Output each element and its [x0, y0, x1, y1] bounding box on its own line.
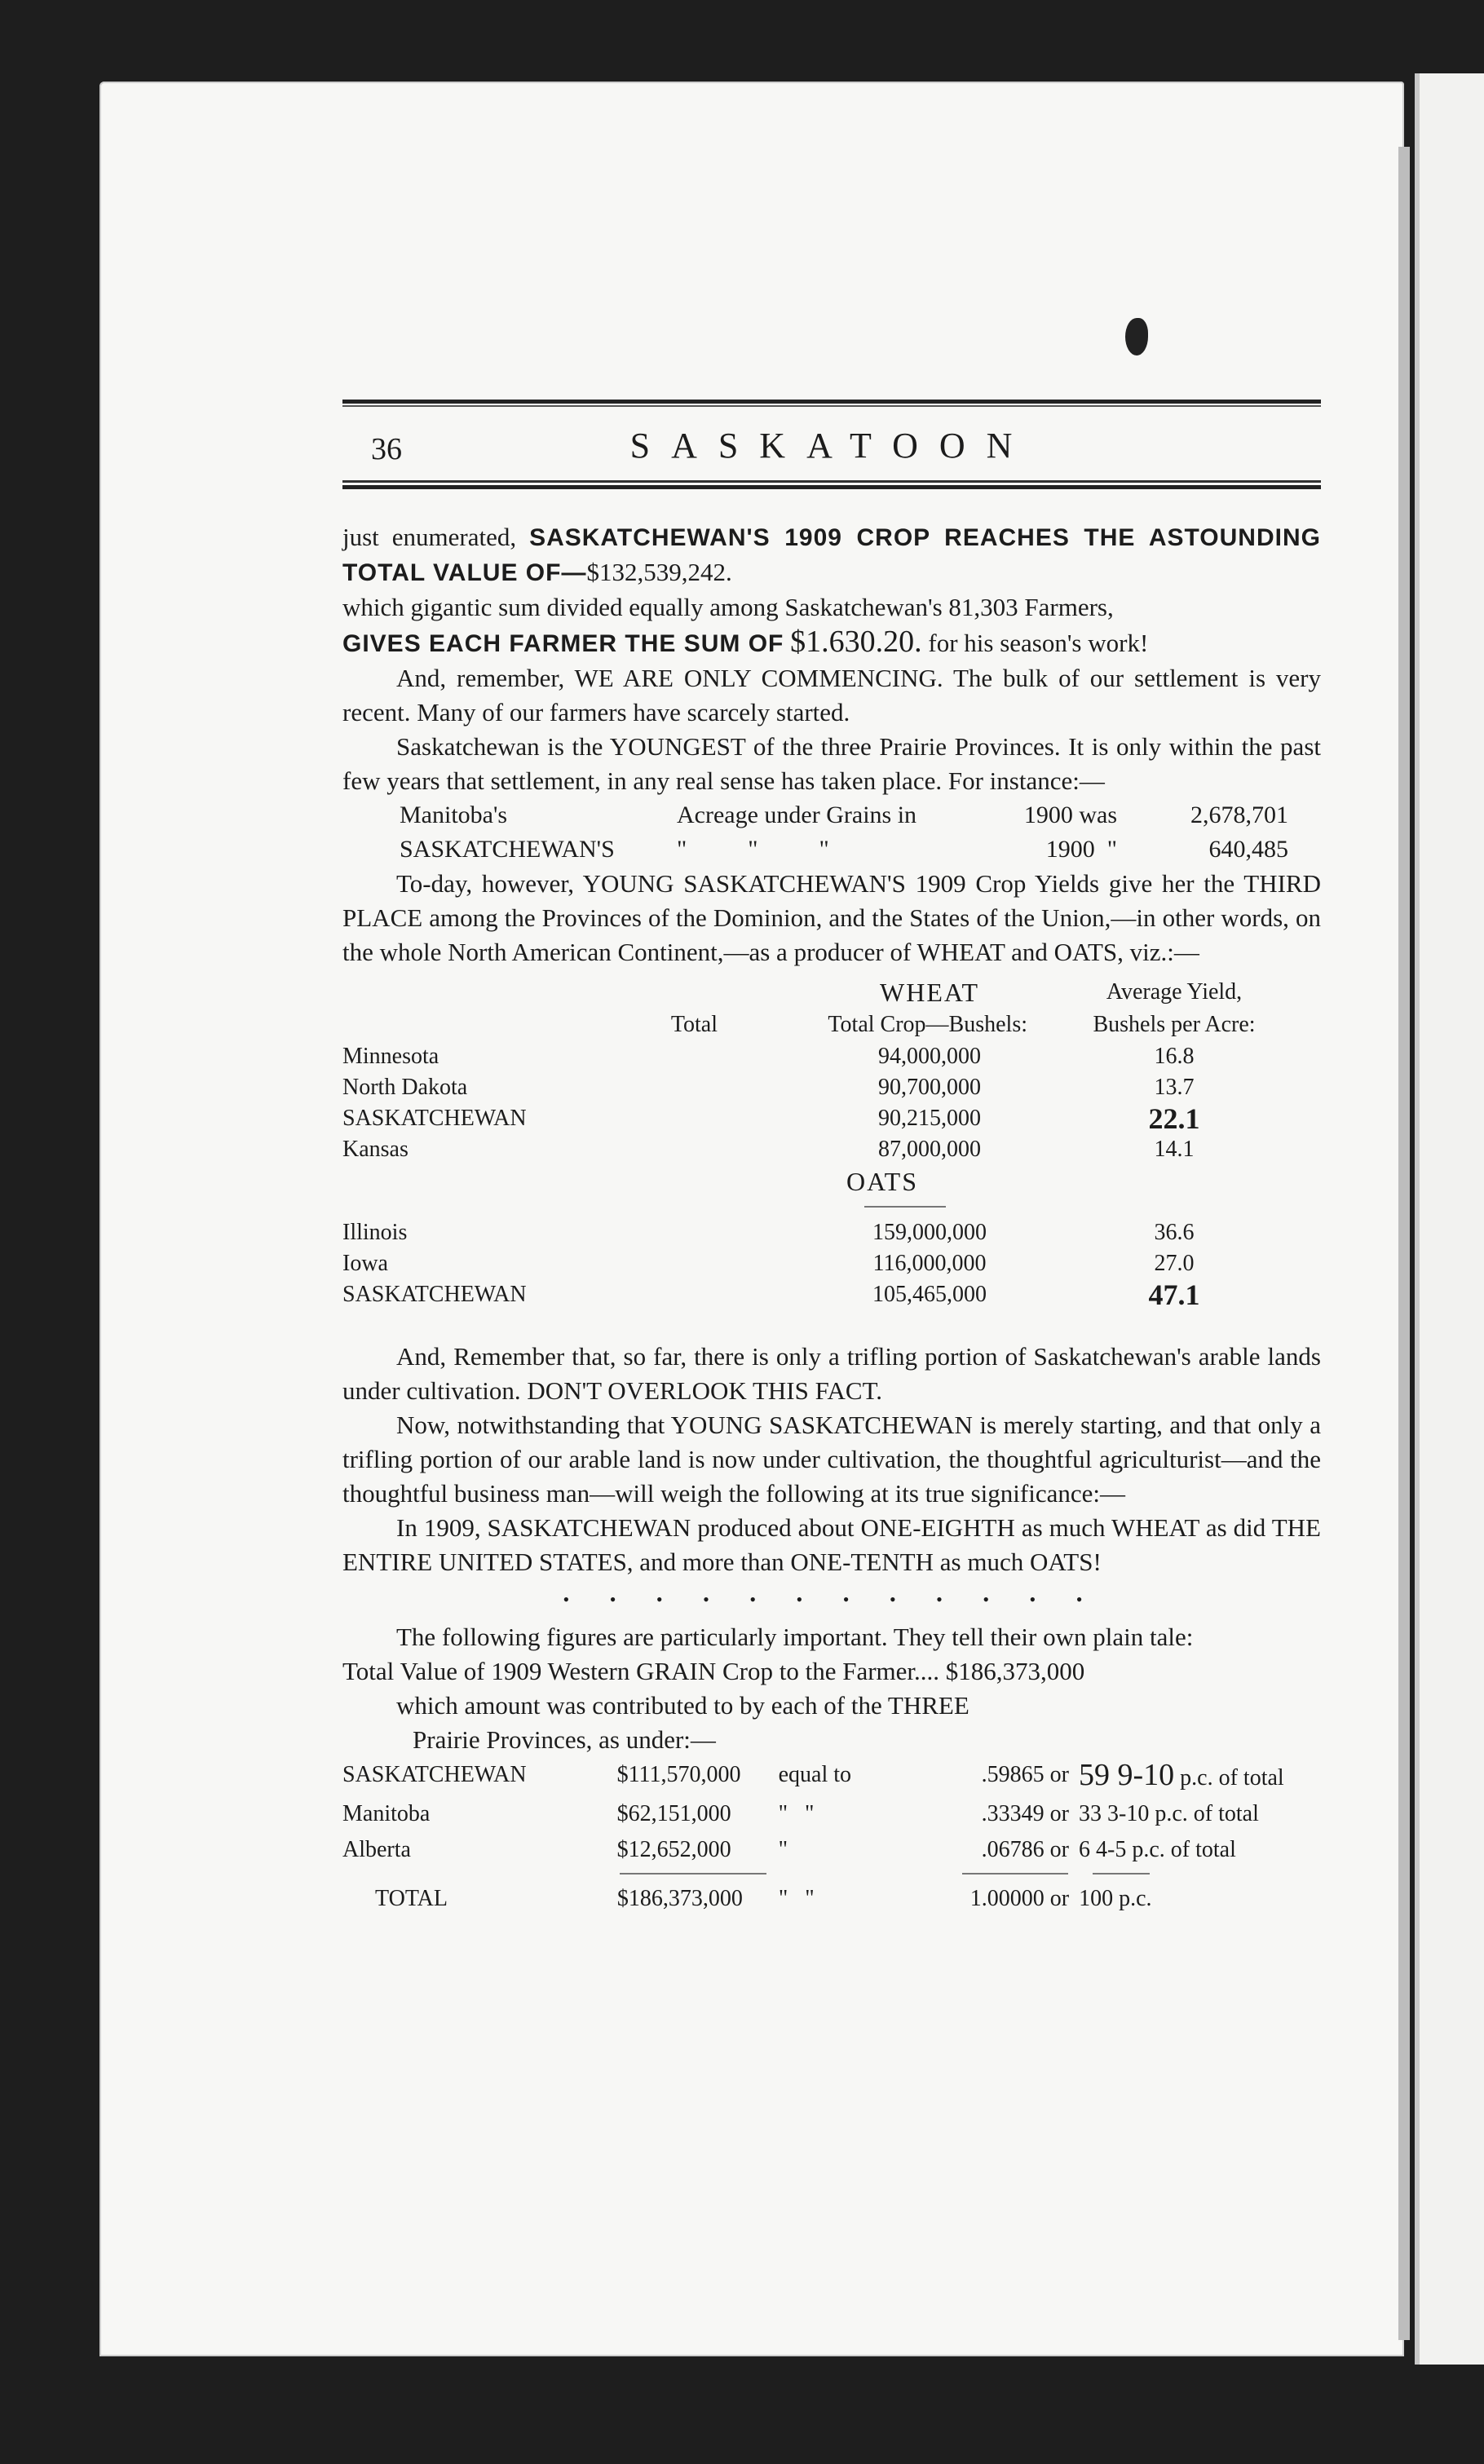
opening-line-3: GIVES EACH FARMER THE SUM OF $1.630.20. for his season's work! — [342, 625, 1149, 659]
table-row: SASKATCHEWAN 105,465,000 47.1 — [342, 1278, 1200, 1311]
paragraph: Saskatchewan is the YOUNGEST of the three Prairie Provinces. It is only within the past few years that settlement, in any real sense has taken place. For instance:— — [342, 732, 1321, 795]
opening-line-2: which gigantic sum divided equally among Saskatchewan's 81,303 Farmers, — [342, 593, 1114, 621]
table-row: Iowa 116,000,000 27.0 — [342, 1251, 1195, 1276]
paragraph: And, remember, WE ARE ONLY COMMENCING. The bulk of our settlement is very recent. Many of our farmers have scarcely started. — [342, 664, 1321, 726]
acreage-row: Manitoba's Acreage under Grains in 1900 was 2,678,701 — [400, 801, 1288, 828]
table-row: Kansas 87,000,000 14.1 — [342, 1137, 1195, 1162]
running-title: SASKATOON — [629, 426, 1034, 466]
ink-blot — [1125, 318, 1148, 355]
header-rule-thin — [342, 480, 1321, 483]
paragraph: The following figures are particularly important. They tell their own plain tale: — [396, 1623, 1194, 1651]
body-text — [342, 520, 1321, 1917]
total-value: $132,539,242. — [586, 558, 732, 586]
paragraph: And, Remember that, so far, there is only a trifling portion of Saskatchewan's arable lands under cultivation. DON'T OVERLOOK THIS FACT. — [342, 1342, 1321, 1405]
paragraph: In 1909, SASKATCHEWAN produced about ONE-EIGHTH as much WHEAT as did THE ENTIRE UNITED STATES, and more than ONE-TENTH as much OATS! — [342, 1513, 1321, 1576]
header-rule — [342, 485, 1321, 489]
header-rule — [342, 400, 1321, 404]
contrib-line: Prairie Provinces, as under:— — [413, 1725, 716, 1754]
divider — [864, 1206, 946, 1208]
running-header — [342, 407, 1321, 480]
page-content — [342, 400, 1321, 1917]
acreage-table — [342, 798, 1321, 867]
total-value-line: Total Value of 1909 Western GRAIN Crop to the Farmer.... $186,373,000 — [342, 1657, 1085, 1685]
per-farmer-sum: $1.630.20. — [790, 625, 922, 659]
table-row: North Dakota 90,700,000 13.7 — [342, 1075, 1195, 1100]
contribution-table — [342, 1757, 1321, 1917]
table-row: Illinois 159,000,000 36.6 — [342, 1220, 1195, 1245]
yield-title: Average Yield, — [1106, 979, 1243, 1005]
sum-rules — [342, 1868, 1321, 1881]
paragraph: To-day, however, YOUNG SASKATCHEWAN'S 1909 Crop Yields give her the THIRD PLACE among the Provinces of the Dominion, and the States of the Union,—in other words, on the whole North American Continent,—as a producer of WHEAT and OATS, viz.:— — [342, 869, 1321, 966]
total-row: TOTAL $186,373,000 " " 1.00000 or 100 p.c. — [375, 1886, 1152, 1911]
page-gutter — [1398, 147, 1410, 2340]
yield-label: Bushels per Acre: — [1093, 1012, 1256, 1037]
total-crop-label: Total Crop—Bushels: — [828, 1012, 1027, 1037]
table-row: Manitoba $62,151,000 " " .33349 or 33 3-10 p.c. of total — [342, 1801, 1259, 1826]
table-row: Minnesota 94,000,000 16.8 — [342, 1044, 1195, 1069]
crop-table: WHEAT Average Yield, Total Total Crop—Bushels: Bushels per Acre: Minnesota 94,000,000 16.8 North Dakota 90,700,000 13.7 SASKATCHEWAN 90,215,000 22.1 Kansas 87,000,000 14.1 OATS Illinois 159,000,000 36.6 Iowa 116,000,000 27.0 SASKATCHEWAN 105,465,000 47.1 — [342, 976, 1321, 1310]
table-row: SASKATCHEWAN 90,215,000 22.1 — [342, 1102, 1200, 1135]
contrib-line: which amount was contributed to by each of the THREE — [396, 1691, 969, 1720]
opening-line: just enumerated, SASKATCHEWAN'S 1909 CROP REACHES THE ASTOUNDING TOTAL VALUE OF—$132,539,242. — [342, 523, 1321, 586]
oats-title: OATS — [846, 1167, 919, 1196]
wheat-title: WHEAT — [880, 978, 979, 1007]
acreage-row: SASKATCHEWAN'S " " " 1900 " 640,485 — [400, 836, 1288, 863]
table-row: Alberta $12,652,000 " .06786 or 6 4-5 p.c. of total — [342, 1837, 1236, 1862]
dot-separator: • • • • • • • • • • • • — [563, 1589, 1101, 1610]
paragraph: Now, notwithstanding that YOUNG SASKATCHEWAN is merely starting, and that only a trifling portion of our arable land is now under cultivation, the thoughtful agriculturist—and the thoughtful business man—will weigh the following at its true significance:— — [342, 1411, 1321, 1508]
page-number: 36 — [371, 432, 402, 466]
adjacent-page-edge — [1415, 73, 1484, 2365]
table-row: SASKATCHEWAN $111,570,000 equal to .59865 or 59 9-10 p.c. of total — [342, 1758, 1284, 1792]
